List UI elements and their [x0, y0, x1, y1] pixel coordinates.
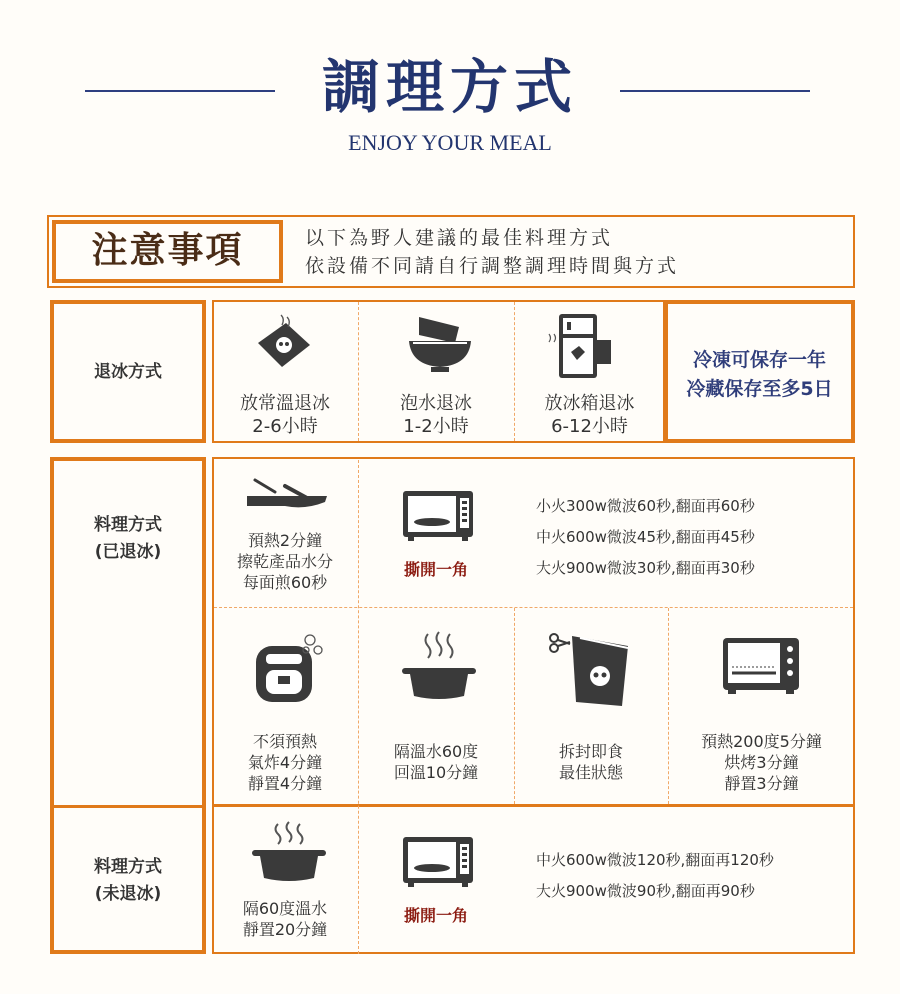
divider: [358, 460, 359, 954]
microwave-step: 大火900w微波30秒,翻面再30秒: [536, 559, 755, 577]
tear-corner-note: 撕開一角: [403, 906, 468, 925]
steaming-pot-icon: [250, 822, 328, 884]
steaming-pot-icon: [400, 630, 478, 704]
notice-line-2: 依設備不同請自行調整調理時間與方式: [305, 255, 680, 277]
thaw-method-name: 泡水退冰: [400, 393, 472, 414]
notice-line-1: 以下為野人建議的最佳料理方式: [305, 227, 614, 249]
thaw-label: 退冰方式: [94, 362, 162, 382]
frozen-pot-instruction: 靜置20分鐘: [242, 920, 328, 939]
thaw-method-time: 2-6小時: [252, 416, 318, 437]
package-instruction: 拆封即食: [558, 742, 623, 761]
divider: [214, 607, 853, 608]
cook-thawed-label-1: 料理方式: [94, 515, 162, 535]
water-bowl-icon: [405, 313, 475, 375]
tear-corner-note: 撕開一角: [403, 560, 468, 579]
oven-instruction: 預熱200度5分鐘: [701, 732, 822, 751]
pot-instruction: 隔溫水60度: [393, 742, 479, 761]
cook-frozen-label-2: (未退冰): [94, 884, 162, 904]
thawing-bag-icon: [248, 315, 318, 375]
thaw-method-name: 放冰箱退冰: [544, 393, 635, 414]
air-fryer-icon: [250, 628, 330, 708]
thaw-method-name: 放常溫退冰: [240, 393, 330, 414]
thaw-method-time: 1-2小時: [403, 416, 469, 437]
oven-icon: [722, 637, 800, 695]
microwave-icon: [402, 836, 474, 888]
thaw-method-time: 6-12小時: [551, 416, 628, 437]
airfryer-instruction: 靜置4分鐘: [247, 774, 323, 793]
title-rule-right: [620, 90, 810, 92]
package-instruction: 最佳狀態: [558, 763, 623, 782]
cook-thawed-label-2: (已退冰): [94, 542, 162, 562]
pan-instruction: 每面煎60秒: [242, 573, 328, 592]
oven-instruction: 靜置3分鐘: [724, 774, 799, 793]
scissors-package-icon: [550, 630, 630, 708]
section-separator: [212, 804, 855, 807]
microwave-step: 中火600w微波45秒,翻面再45秒: [536, 528, 755, 546]
storage-frozen: 冷凍可保存一年: [692, 349, 826, 371]
airfryer-instruction: 氣炸4分鐘: [247, 753, 323, 772]
pan-instruction: 擦乾產品水分: [236, 552, 333, 571]
frozen-pot-instruction: 隔60度溫水: [242, 899, 328, 918]
page-title: 調理方式: [321, 53, 578, 121]
pot-instruction: 回溫10分鐘: [393, 763, 479, 782]
notice-label: 注意事項: [91, 230, 244, 271]
microwave-step: 中火600w微波120秒,翻面再120秒: [536, 851, 774, 869]
cook-frozen-label-1: 料理方式: [94, 857, 162, 877]
page-subtitle: ENJOY YOUR MEAL: [348, 130, 552, 155]
microwave-step: 小火300w微波60秒,翻面再60秒: [536, 497, 755, 515]
storage-chilled: 冷藏保存至多5日: [686, 378, 833, 400]
title-rule-left: [85, 90, 275, 92]
microwave-icon: [402, 490, 474, 542]
frying-pan-icon: [245, 472, 335, 512]
label-separator: [50, 805, 206, 808]
airfryer-instruction: 不須預熱: [252, 732, 317, 751]
microwave-step: 大火900w微波90秒,翻面再90秒: [536, 882, 755, 900]
pan-instruction: 預熱2分鐘: [247, 531, 323, 550]
oven-instruction: 烘烤3分鐘: [724, 753, 799, 772]
fridge-icon: [545, 312, 615, 382]
